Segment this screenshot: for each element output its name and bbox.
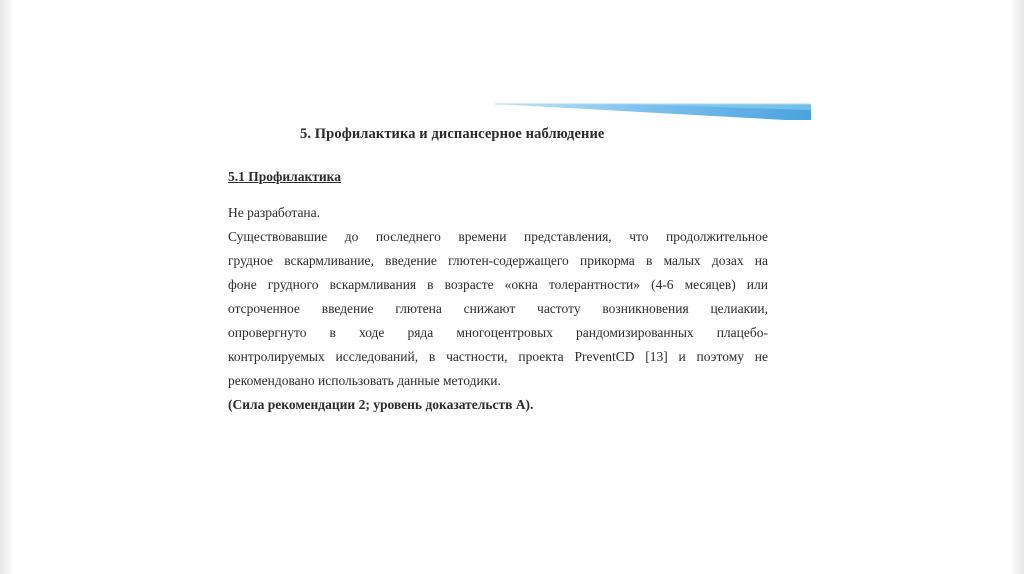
body-line: фоне грудного вскармливания в возрасте «окна толерантности» (4-6 месяцев) или <box>228 277 768 292</box>
body-line: Существовавшие до последнего времени представления, что продолжительное <box>228 229 768 244</box>
body-line: грудное вскармливание, введение глютен-содержащего прикорма в малых дозах на <box>228 253 768 268</box>
body-paragraph <box>228 225 768 393</box>
body-line: контролируемых исследований, в частности, проекта PreventCD [13] и поэтому не <box>228 349 768 364</box>
left-shadow <box>0 0 14 574</box>
status-line: Не разработана. <box>228 205 321 220</box>
subsection-title: 5.1 Профилактика <box>228 169 341 184</box>
document-page <box>228 118 768 417</box>
body-line: рекомендовано использовать данные методики. <box>228 373 501 388</box>
body-line: опровергнуто в ходе ряда многоцентровых рандомизированных плацебо- <box>228 325 768 340</box>
recommendation-strength: (Сила рекомендации 2; уровень доказательств А). <box>228 397 534 412</box>
right-shadow <box>1010 0 1024 574</box>
section-title: 5. Профилактика и диспансерное наблюдение <box>300 126 605 142</box>
body-line: отсроченное введение глютена снижают частоту возникновения целиакии, <box>228 301 768 316</box>
